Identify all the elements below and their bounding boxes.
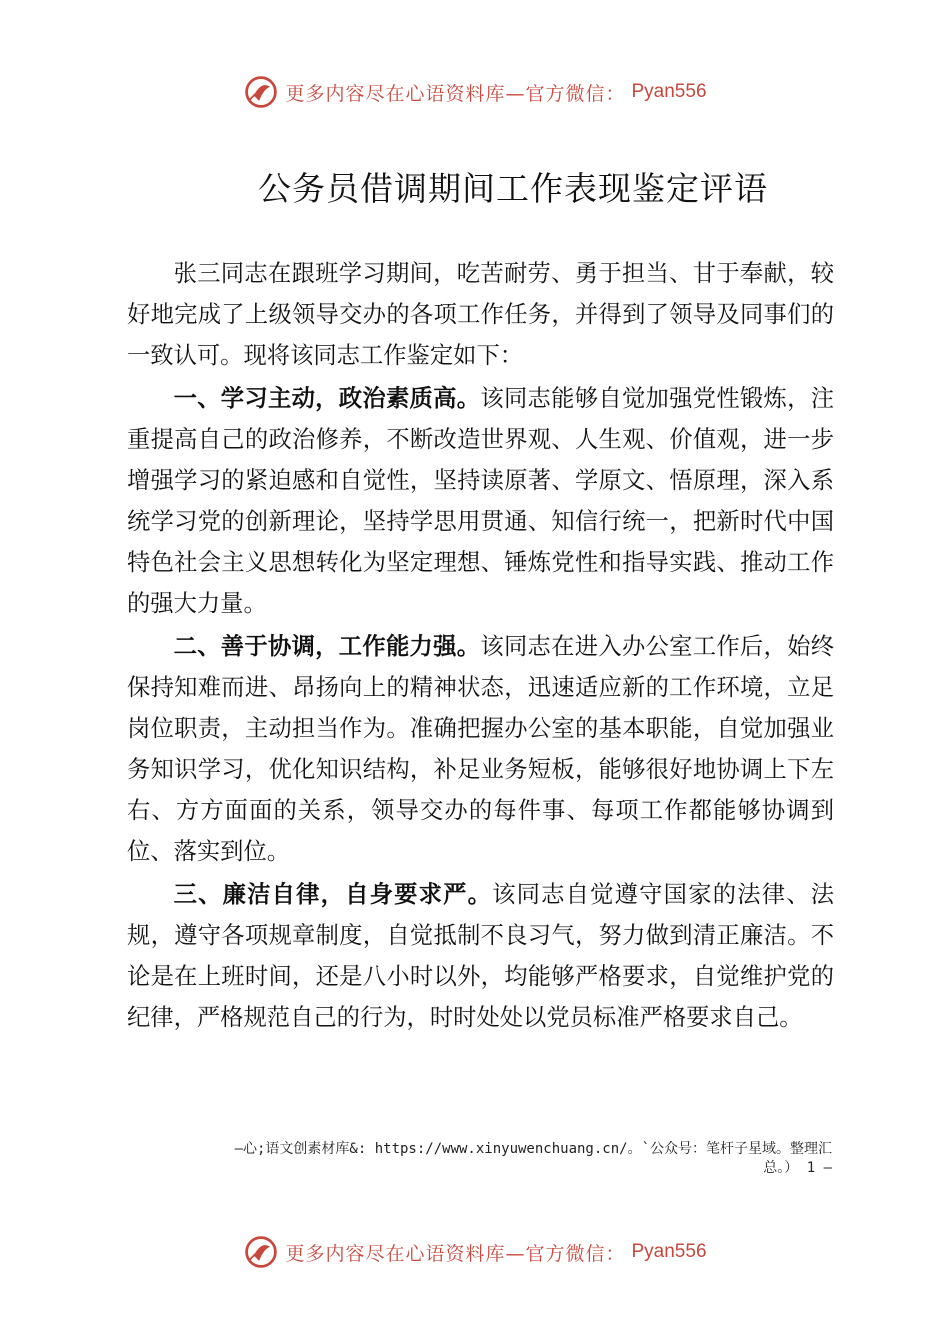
paragraph-3: 三、廉洁自律，自身要求严。该同志自觉遵守国家的法律、法规，遵守各项规章制度，自觉抵制不良习气，努力做到清正廉洁。不论是在上班时间，还是八小时以外，均能够严格要求，自觉维护党的纪律，严格规范自己的行为，时时处处以党员标准严格要求自己。 — [127, 881, 835, 1031]
footer-line-2: 总。） 1 — — [763, 1160, 832, 1176]
page-footer — [120, 1140, 832, 1178]
watermark-banner-top — [0, 70, 950, 114]
paragraph-2: 二、善于协调，工作能力强。该同志在进入办公室工作后，始终保持知难而进、昂扬向上的精神状态，迅速适应新的工作环境，立足岗位职责，主动担当作为。准确把握办公室的基本职能，自觉加强业务知识学习，优化知识结构，补足业务短板，能够很好地协调上下左右、方方面面的关系，领导交办的每件事、每项工作都能够协调到位、落实到位。 — [127, 633, 835, 865]
logo-icon — [243, 1234, 279, 1270]
logo-icon — [243, 74, 279, 110]
paragraph-heading: 三、廉洁自律，自身要求严。 — [173, 881, 493, 908]
document-body — [127, 253, 834, 1038]
paragraph-1: 一、学习主动，政治素质高。该同志能够自觉加强党性锻炼，注重提高自己的政治修养，不断改造世界观、人生观、价值观，进一步增强学习的紧迫感和自觉性，坚持读原著、学原文、悟原理，深入系统学习党的创新理论，坚持学思用贯通、知信行统一，把新时代中国特色社会主义思想转化为坚定理想、锤炼党性和指导实践、推动工作的强大力量。 — [127, 385, 835, 617]
paragraph-intro: 张三同志在跟班学习期间，吃苦耐劳、勇于担当、甘于奉献，较好地完成了上级领导交办的各项工作任务，并得到了领导及同事们的一致认可。现将该同志工作鉴定如下： — [127, 260, 834, 369]
banner-text: 更多内容尽在心语资料库—官方微信： — [285, 82, 626, 105]
wechat-id: Pyan556 — [631, 81, 707, 102]
wechat-id: Pyan556 — [631, 1241, 707, 1262]
paragraph-heading: 一、学习主动，政治素质高。 — [173, 385, 481, 412]
page-title: 公务员借调期间工作表现鉴定评语 — [258, 169, 768, 208]
paragraph-heading: 二、善于协调，工作能力强。 — [173, 633, 481, 660]
banner-text: 更多内容尽在心语资料库—官方微信： — [285, 1242, 626, 1265]
watermark-banner-bottom — [0, 1230, 950, 1274]
footer-line-1: —心;语文创素材库&: https://www.xinyuwenchuang.cn/。`公众号：笔杆子星域。整理汇 — [234, 1141, 832, 1157]
